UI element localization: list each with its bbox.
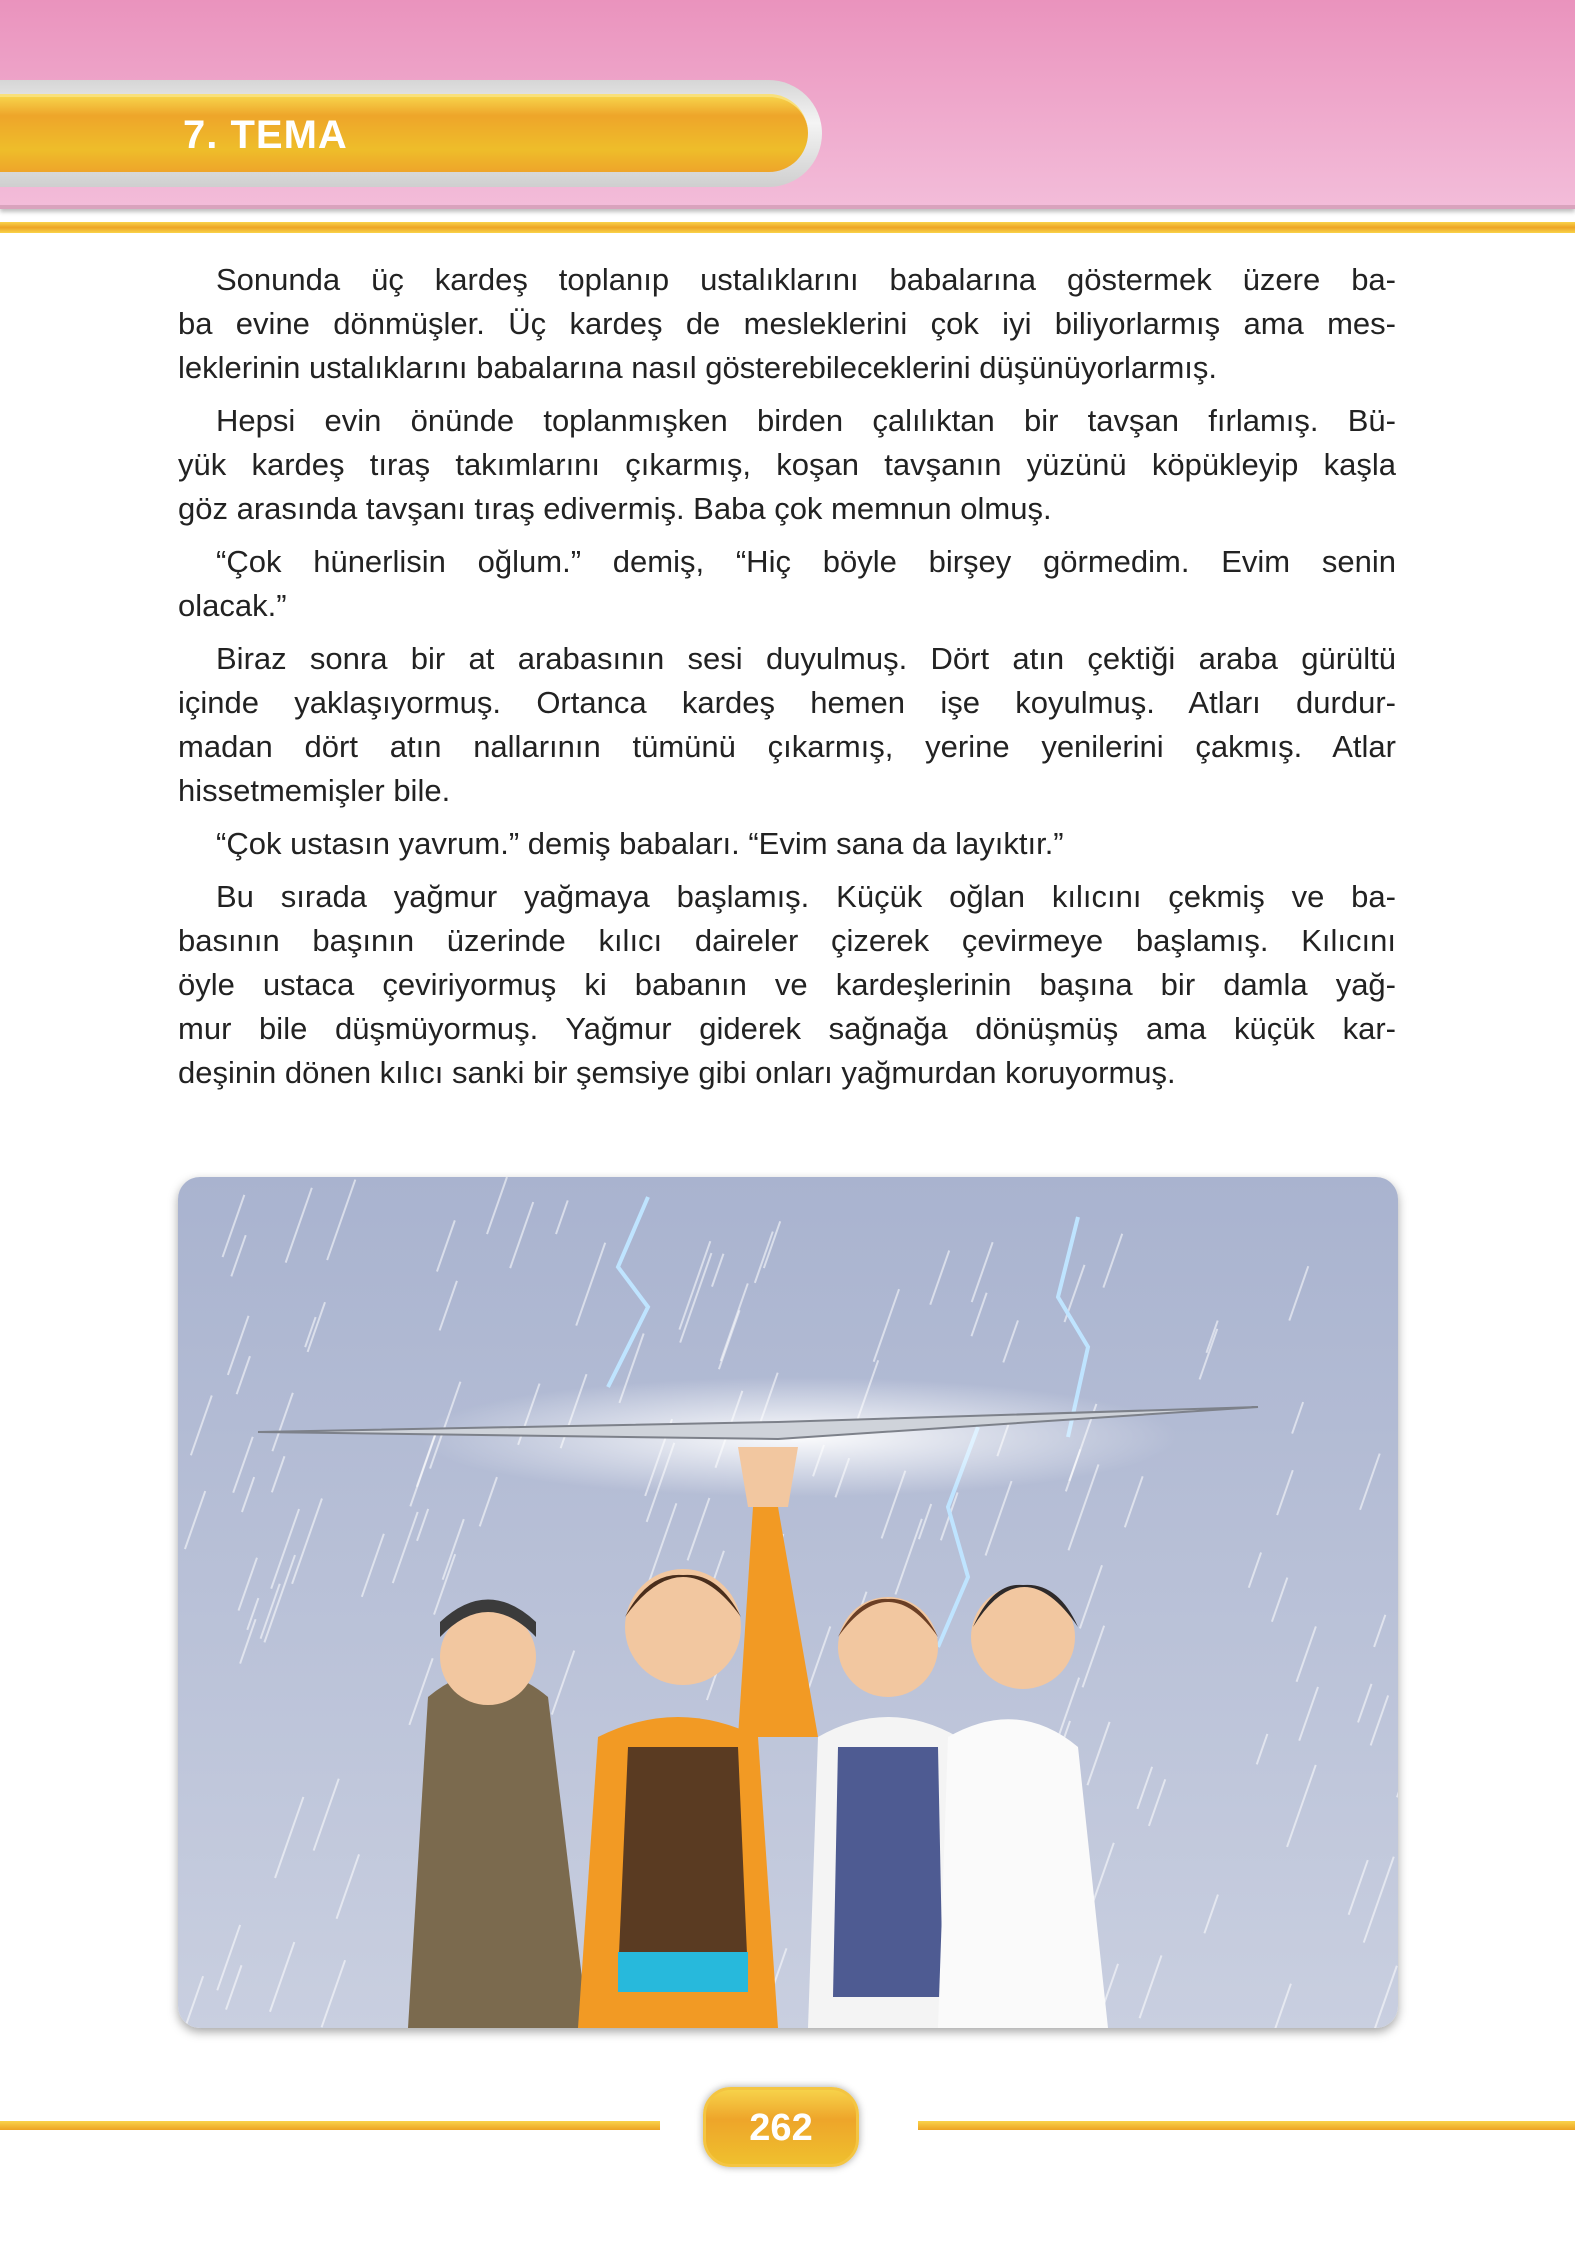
- text-line: olacak.”: [178, 588, 287, 623]
- paragraph: [178, 258, 1396, 390]
- text-line: hissetmemişler bile.: [178, 773, 451, 808]
- text-line: göz arasında tavşanı tıraş edivermiş. Baba çok memnun olmuş.: [178, 491, 1052, 526]
- paragraph: [178, 875, 1396, 1095]
- text-line: Biraz sonra bir at arabasının sesi duyulmuş. Dört atın çektiği araba gürültü: [216, 641, 1396, 676]
- text-line: “Çok ustasın yavrum.” demiş babaları. “Evim sana da layıktır.”: [216, 826, 1064, 861]
- text-line: ba evine dönmüşler. Üç kardeş de mesleklerini çok iyi biliyorlarmış ama mes-: [178, 306, 1396, 341]
- text-line: deşinin dönen kılıcı sanki bir şemsiye gibi onları yağmurdan koruyormuş.: [178, 1055, 1176, 1090]
- text-line: yük kardeş tıraş takımlarını çıkarmış, koşan tavşanın yüzünü köpükleyip kaşla: [178, 447, 1396, 482]
- theme-header: [0, 0, 1575, 209]
- text-line: Hepsi evin önünde toplanmışken birden çalılıktan bir tavşan fırlamış. Bü-: [216, 403, 1396, 438]
- text-line: Bu sırada yağmur yağmaya başlamış. Küçük oğlan kılıcını çekmiş ve ba-: [216, 879, 1396, 914]
- text-line: leklerinin ustalıklarını babalarına nasıl gösterebileceklerini düşünüyorlarmış.: [178, 350, 1218, 385]
- paragraph: [178, 540, 1396, 628]
- paragraph: [178, 637, 1396, 813]
- footer-rule-right: [918, 2121, 1575, 2130]
- text-line: Sonunda üç kardeş toplanıp ustalıklarını babalarına göstermek üzere ba-: [216, 262, 1396, 297]
- theme-tab: [0, 80, 822, 187]
- text-line: basının başının üzerinde kılıcı daireler çizerek çevirmeye başlamış. Kılıcını: [178, 923, 1396, 958]
- text-line: mur bile düşmüyormuş. Yağmur giderek sağnağa dönüşmüş ama küçük kar-: [178, 1011, 1396, 1046]
- page-number: 262: [749, 2107, 813, 2149]
- story-illustration: [178, 1177, 1398, 2028]
- text-line: öyle ustaca çeviriyormuş ki babanın ve kardeşlerinin başına bir damla yağ-: [178, 967, 1396, 1002]
- story-text: [178, 258, 1396, 1104]
- paragraph: [178, 822, 1396, 866]
- text-line: “Çok hünerlisin oğlum.” demiş, “Hiç böyle birşey görmedim. Evim senin: [216, 544, 1396, 579]
- text-line: içinde yaklaşıyormuş. Ortanca kardeş hemen işe koyulmuş. Atları durdur-: [178, 685, 1396, 720]
- footer-rule-left: [0, 2121, 660, 2130]
- paragraph: [178, 399, 1396, 531]
- text-line: madan dört atın nallarının tümünü çıkarmış, yerine yenilerini çakmış. Atlar: [178, 729, 1396, 764]
- theme-title: 7. TEMA: [183, 113, 348, 157]
- page-number-badge: [703, 2087, 859, 2167]
- header-divider: [0, 222, 1575, 233]
